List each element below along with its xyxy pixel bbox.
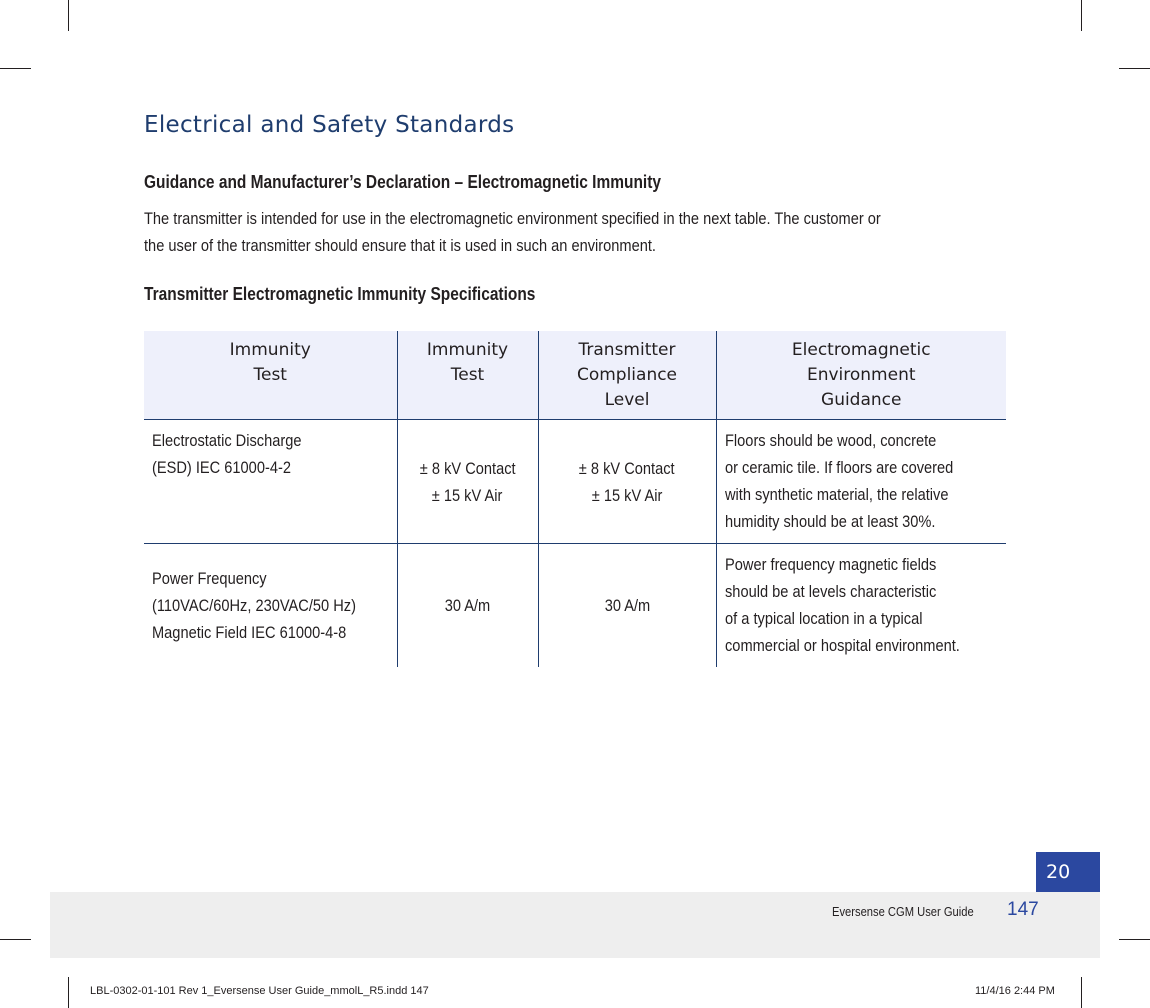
crop-mark [1119, 68, 1150, 69]
header-environment-guidance: Electromagnetic Environment Guidance [716, 331, 1006, 420]
crop-mark [68, 977, 69, 1008]
crop-mark [68, 0, 69, 31]
intro-line: The transmitter is intended for use in the electromagnetic environment specified in the next table. The customer or [144, 209, 881, 228]
slug-file-info: LBL-0302-01-101 Rev 1_Eversense User Guide_mmolL_R5.indd 147 [90, 985, 429, 997]
chapter-tab: 20 [1036, 852, 1100, 892]
cell-immunity-level: ± 8 kV Contact ± 15 kV Air [397, 420, 538, 544]
intro-line: the user of the transmitter should ensure that it is used in such an environment. [144, 236, 656, 255]
cell-compliance-level: ± 8 kV Contact ± 15 kV Air [538, 420, 716, 544]
guide-name: Eversense CGM User Guide [832, 904, 974, 919]
immunity-spec-table [144, 331, 1006, 667]
cell-guidance: Power frequency magnetic fields should be at levels characteristic of a typical location in a typical commercial or hospital environment. [716, 544, 1006, 668]
cell-immunity-level: 30 A/m [397, 544, 538, 668]
header-immunity-test-level: Immunity Test [397, 331, 538, 420]
crop-mark [1081, 977, 1082, 1008]
header-immunity-test: Immunity Test [144, 331, 397, 420]
cell-test: Electrostatic Discharge (ESD) IEC 61000-4-2 [144, 420, 397, 544]
cell-test: Power Frequency (110VAC/60Hz, 230VAC/50 Hz) Magnetic Field IEC 61000-4-8 [152, 568, 356, 642]
declaration-heading: Guidance and Manufacturer’s Declaration – Electromagnetic Immunity [144, 172, 661, 192]
page-title: Electrical and Safety Standards [144, 112, 515, 138]
table-heading: Transmitter Electromagnetic Immunity Specifications [144, 284, 536, 304]
header-compliance-level: Transmitter Compliance Level [538, 331, 716, 420]
crop-mark [0, 939, 31, 940]
page-number: 147 [1007, 899, 1039, 920]
table-header-row [144, 331, 1006, 420]
crop-mark [1119, 939, 1150, 940]
intro-paragraph [144, 205, 987, 259]
crop-mark [0, 68, 31, 69]
cell-compliance-level: 30 A/m [538, 544, 716, 668]
crop-mark [1081, 0, 1082, 31]
table-row [144, 420, 1006, 544]
table-row [144, 544, 1006, 668]
cell-guidance: Floors should be wood, concrete or ceramic tile. If floors are covered with synthetic material, the relative humidity should be at least 30%. [716, 420, 1006, 544]
slug-date: 11/4/16 2:44 PM [975, 985, 1055, 997]
footer-band [50, 892, 1100, 958]
